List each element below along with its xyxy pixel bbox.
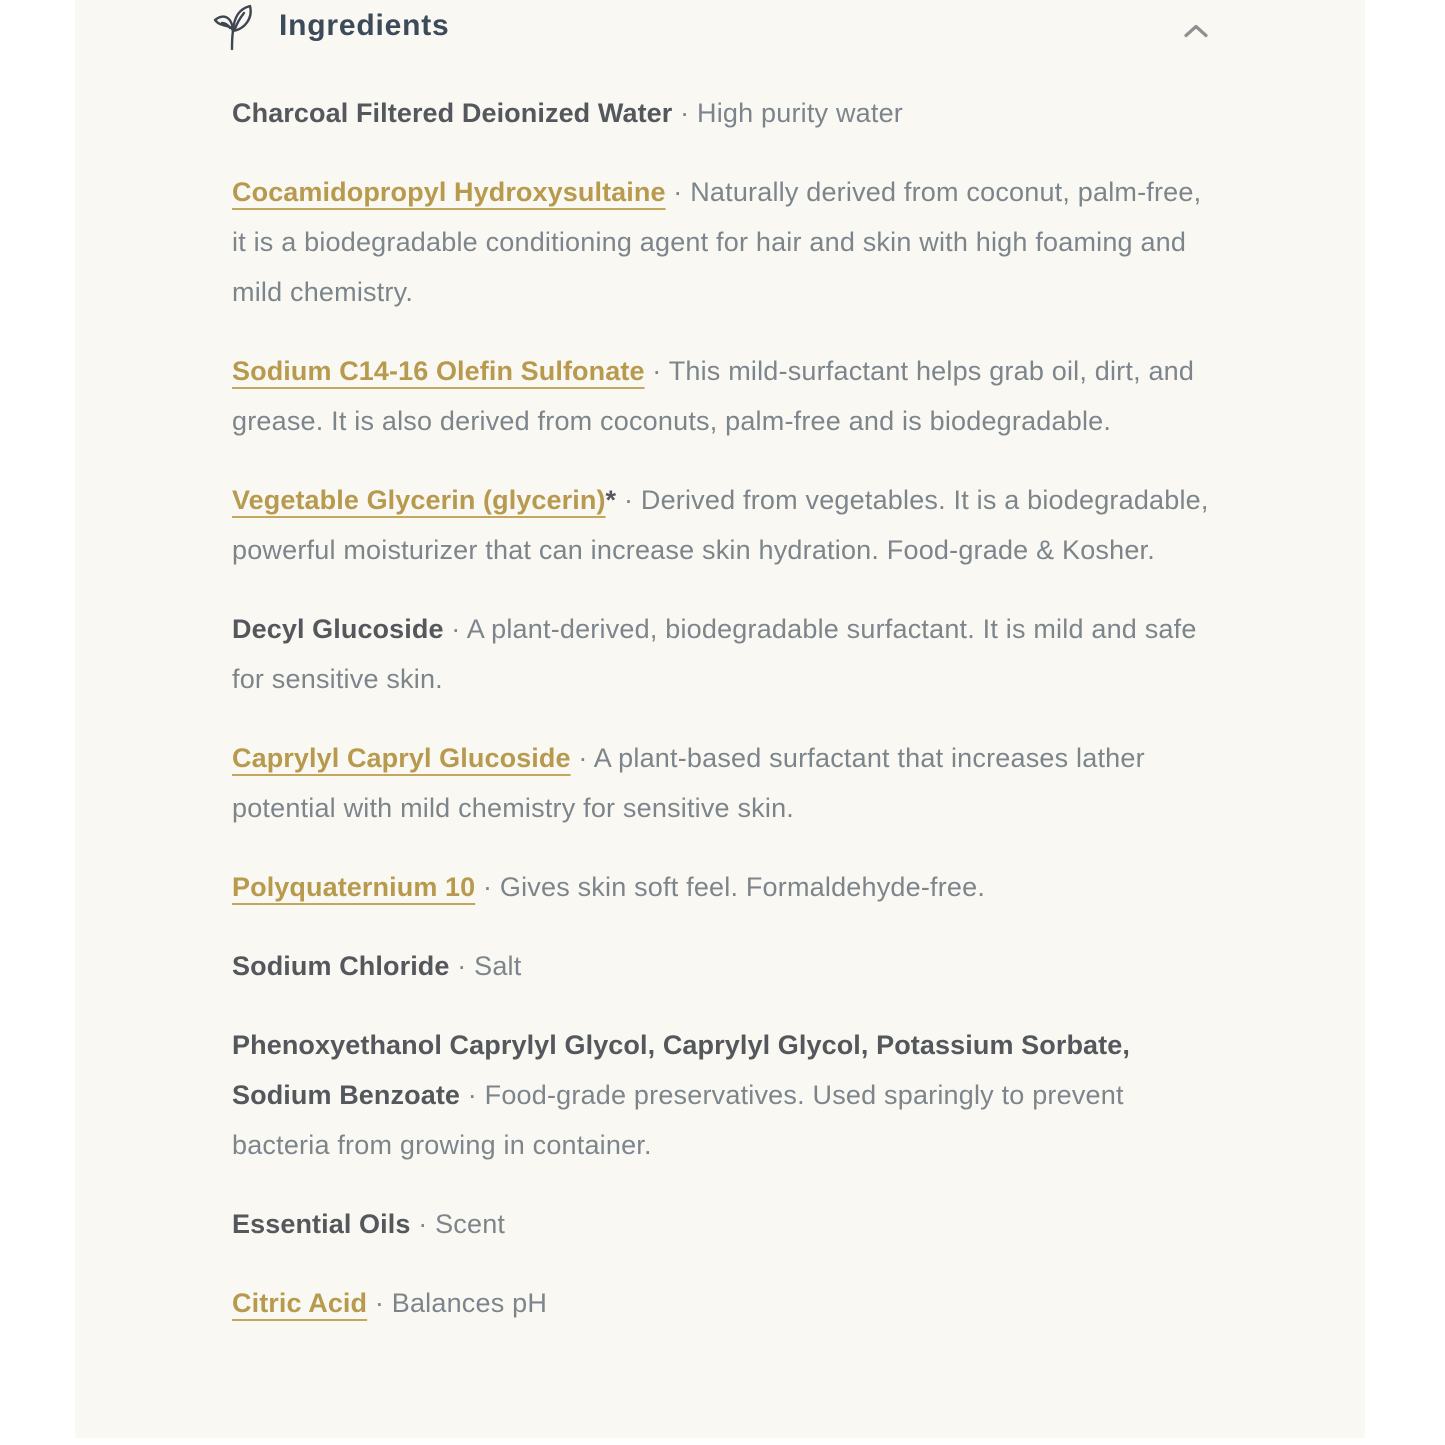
separator-dot: · bbox=[578, 743, 588, 773]
ingredients-list bbox=[75, 60, 1365, 1328]
separator-dot: · bbox=[652, 356, 662, 386]
ingredient-name: Charcoal Filtered Deionized Water bbox=[232, 98, 673, 128]
separator-dot: · bbox=[673, 177, 683, 207]
ingredient-name: Sodium Chloride bbox=[232, 951, 450, 981]
ingredient-name: Phenoxyethanol Caprylyl Glycol, Caprylyl Glycol, Potassium Sorbate, Sodium Benzoate bbox=[232, 1030, 1130, 1110]
ingredient-description: Salt bbox=[474, 951, 522, 981]
separator-dot: · bbox=[467, 1080, 477, 1110]
ingredient-link[interactable]: Caprylyl Capryl Glucoside bbox=[232, 743, 571, 773]
section-title: Ingredients bbox=[279, 9, 450, 42]
ingredient-asterisk: * bbox=[605, 485, 617, 515]
ingredient-item bbox=[232, 346, 1220, 446]
separator-dot: · bbox=[457, 951, 467, 981]
ingredient-item bbox=[232, 1020, 1220, 1170]
ingredient-link[interactable]: Citric Acid bbox=[232, 1288, 368, 1318]
separator-dot: · bbox=[418, 1209, 428, 1239]
ingredient-name: Essential Oils bbox=[232, 1209, 411, 1239]
ingredient-description: A plant-derived, biodegradable surfactant. It is mild and safe for sensitive skin. bbox=[232, 614, 1197, 694]
sprout-leaves-icon bbox=[208, 3, 256, 53]
ingredient-description: Gives skin soft feel. Formaldehyde-free. bbox=[499, 872, 986, 902]
ingredient-item bbox=[232, 733, 1220, 833]
ingredient-name: Decyl Glucoside bbox=[232, 614, 444, 644]
ingredient-description: Balances pH bbox=[391, 1288, 548, 1318]
ingredient-description: Scent bbox=[435, 1209, 506, 1239]
ingredient-item bbox=[232, 862, 1220, 912]
ingredient-item bbox=[232, 88, 1220, 138]
ingredient-description: A plant-based surfactant that increases lather potential with mild chemistry for sensitive skin. bbox=[232, 743, 1145, 823]
ingredients-header bbox=[75, 0, 1365, 60]
separator-dot: · bbox=[623, 485, 634, 515]
ingredients-panel bbox=[75, 0, 1365, 1438]
ingredient-description: Derived from vegetables. It is a biodegradable, powerful moisturizer that can increase skin hydration. Food-grade & Kosher. bbox=[232, 485, 1209, 565]
ingredient-description: Food-grade preservatives. Used sparingly to prevent bacteria from growing in container. bbox=[232, 1080, 1124, 1160]
ingredient-link[interactable]: Polyquaternium 10 bbox=[232, 872, 476, 902]
separator-dot: · bbox=[680, 98, 690, 128]
ingredient-item bbox=[232, 1199, 1220, 1249]
separator-dot: · bbox=[482, 872, 493, 902]
separator-dot: · bbox=[374, 1288, 385, 1318]
ingredient-link[interactable]: Cocamidopropyl Hydroxysultaine bbox=[232, 177, 666, 207]
ingredient-link[interactable]: Sodium C14-16 Olefin Sulfonate bbox=[232, 356, 645, 386]
separator-dot: · bbox=[451, 614, 461, 644]
ingredient-item bbox=[232, 167, 1220, 317]
ingredient-description: This mild-surfactant helps grab oil, dirt, and grease. It is also derived from coconuts, palm-free and is biodegradable. bbox=[232, 356, 1195, 436]
chevron-up-icon[interactable] bbox=[1178, 16, 1214, 46]
ingredient-item bbox=[232, 1278, 1220, 1328]
ingredient-item bbox=[232, 941, 1220, 991]
ingredient-description: Naturally derived from coconut, palm-free, it is a biodegradable conditioning agent for hair and skin with high foaming and mild chemistry. bbox=[232, 177, 1202, 307]
ingredient-link[interactable]: Vegetable Glycerin (glycerin) bbox=[232, 485, 606, 515]
ingredient-item bbox=[232, 475, 1220, 575]
ingredient-item bbox=[232, 604, 1220, 704]
ingredient-description: High purity water bbox=[697, 98, 903, 128]
